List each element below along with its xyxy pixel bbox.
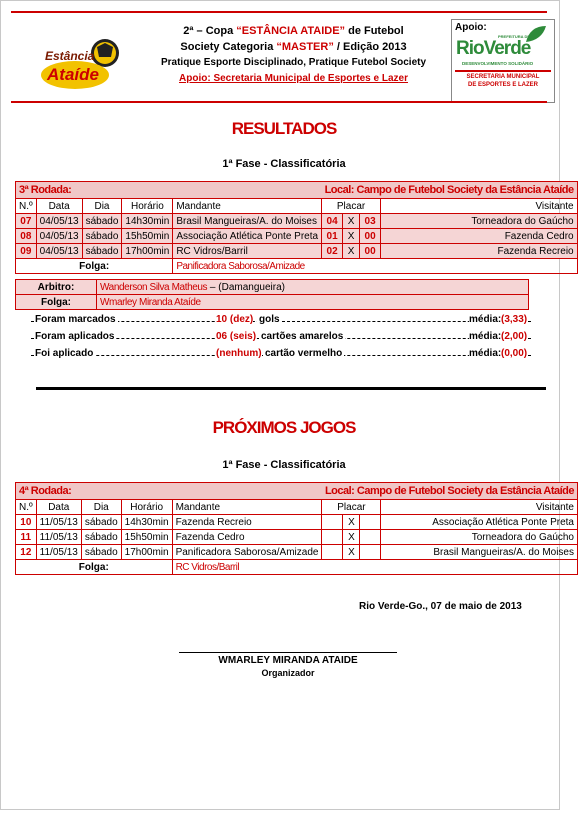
away-score: 03 <box>360 214 381 229</box>
game-time: 15h50min <box>122 229 173 244</box>
game-number: 07 <box>16 214 37 229</box>
apoio-sec-1: SECRETARIA MUNICIPAL <box>466 74 540 80</box>
away-team: Torneadora do Gaúcho <box>381 214 578 229</box>
game-number: 11 <box>16 530 37 545</box>
game-number: 10 <box>16 515 37 530</box>
home-score-empty <box>322 515 343 530</box>
game-number: 08 <box>16 229 37 244</box>
arbitro-label: Arbitro: <box>16 280 97 295</box>
folga-team: RC Vidros/Barril <box>172 560 577 575</box>
apoio-sec-2: DE ESPORTES E LAZER <box>467 82 538 88</box>
away-team: Brasil Mangueiras/A. do Moises <box>381 545 578 560</box>
col-no: N.º <box>16 199 37 214</box>
game-date: 04/05/13 <box>36 244 82 259</box>
stat-red-media-label: média: <box>469 348 502 359</box>
versus: X <box>343 545 360 560</box>
results-header-row <box>16 199 578 214</box>
place-date: Rio Verde-Go., 07 de maio de 2013 <box>359 601 522 612</box>
stat-red-value: (nenhum) <box>216 348 262 359</box>
rio-verde-logo <box>451 19 555 103</box>
away-score: 00 <box>360 229 381 244</box>
folga2-name: Wmarley Miranda Ataíde <box>97 295 529 310</box>
home-team: Panificadora Saborosa/Amizade <box>172 545 322 560</box>
stat-yellow-what: cartões amarelos <box>261 331 344 342</box>
game-day: sábado <box>81 530 121 545</box>
game-number: 12 <box>16 545 37 560</box>
versus: X <box>343 229 360 244</box>
officials-table <box>15 279 529 310</box>
stat-red-what: cartão vermelho <box>265 348 343 359</box>
home-score-empty <box>322 545 343 560</box>
results-round: 3ª Rodada: <box>16 182 322 199</box>
arbitro-rest: – (Damangueira) <box>207 281 285 293</box>
col-mandante: Mandante <box>173 199 322 214</box>
game-time: 14h30min <box>122 214 173 229</box>
away-score: 00 <box>360 244 381 259</box>
table-row <box>16 545 578 560</box>
home-team: RC Vidros/Barril <box>173 244 322 259</box>
game-date: 11/05/13 <box>36 515 81 530</box>
header-line-3: Pratique Esporte Disciplinado, Pratique Futebol Society <box>160 57 427 68</box>
game-number: 09 <box>16 244 37 259</box>
stat-goals-media: (3,33) <box>501 314 528 325</box>
game-date: 11/05/13 <box>36 545 81 560</box>
folga-team: Panificadora Saborosa/Amizade <box>173 259 577 274</box>
game-date: 11/05/13 <box>36 530 81 545</box>
folga-label: Folga: <box>16 560 173 575</box>
away-score-empty <box>360 530 381 545</box>
arbitro-value <box>97 280 529 295</box>
versus: X <box>343 530 360 545</box>
col-horario: Horário <box>122 199 173 214</box>
results-table <box>15 181 578 274</box>
logo-line-1: Estância <box>45 49 95 63</box>
results-title: RESULTADOS <box>231 119 337 138</box>
table-row <box>16 515 578 530</box>
col-data: Data <box>36 500 81 515</box>
home-team: Fazenda Recreio <box>172 515 322 530</box>
header-line-1: 2ª – Copa “ESTÂNCIA ATAIDE” de Futebol <box>183 25 404 37</box>
versus: X <box>343 214 360 229</box>
versus: X <box>343 244 360 259</box>
away-score-empty <box>360 545 381 560</box>
logo-line-2: Ataíde <box>47 65 99 84</box>
col-no: N.º <box>16 500 37 515</box>
stat-goals-value: 10 (dez) <box>216 314 254 325</box>
home-team: Brasil Mangueiras/A. do Moises <box>173 214 322 229</box>
folga-row <box>16 560 578 575</box>
stat-red-label: Foi aplicado <box>35 348 94 359</box>
table-row <box>16 214 578 229</box>
game-date: 04/05/13 <box>36 214 82 229</box>
signer-name: WMARLEY MIRANDA ATAIDE <box>218 655 358 666</box>
signer-role: Organizador <box>261 668 315 678</box>
game-day: sábado <box>81 545 121 560</box>
stat-yellow-label: Foram aplicados <box>35 331 115 342</box>
next-table <box>15 482 578 575</box>
stat-goals-media-label: média: <box>469 314 502 325</box>
game-time: 17h00min <box>122 244 173 259</box>
game-day: sábado <box>82 244 122 259</box>
next-phase: 1ª Fase - Classificatória <box>222 459 346 471</box>
versus: X <box>343 515 360 530</box>
top-red-rule <box>11 11 547 13</box>
col-placar: Placar <box>322 199 381 214</box>
away-score-empty <box>360 515 381 530</box>
table-row <box>16 244 578 259</box>
apoio-small: PREFEITURA DE <box>498 34 531 39</box>
home-score-empty <box>322 530 343 545</box>
next-header-row <box>16 500 578 515</box>
game-day: sábado <box>82 214 122 229</box>
apoio-tag: DESENVOLVIMENTO SOLIDÁRIO <box>462 61 534 66</box>
stat-yellow-media: (2,00) <box>501 331 528 342</box>
away-team: Fazenda Cedro <box>381 229 578 244</box>
results-local: Local: Campo de Futebol Society da Estância Ataíde <box>322 182 578 199</box>
stat-goals-what: gols <box>259 314 280 325</box>
results-phase: 1ª Fase - Classificatória <box>222 158 346 170</box>
game-time: 17h00min <box>121 545 172 560</box>
home-team: Fazenda Cedro <box>172 530 322 545</box>
next-round: 4ª Rodada: <box>16 483 322 500</box>
col-dia: Dia <box>82 199 122 214</box>
stat-yellow-media-label: média: <box>469 331 502 342</box>
game-day: sábado <box>82 229 122 244</box>
folga-label: Folga: <box>16 259 173 274</box>
col-mandante: Mandante <box>172 500 322 515</box>
arbitro-name: Wanderson Silva Matheus <box>100 281 208 293</box>
results-round-row <box>16 182 578 199</box>
next-local: Local: Campo de Futebol Society da Estância Ataíde <box>322 483 578 500</box>
arbitro-row <box>16 280 529 295</box>
header-text <box>141 23 446 87</box>
section-divider <box>36 387 546 390</box>
home-score: 04 <box>322 214 343 229</box>
folga2-row <box>16 295 529 310</box>
col-placar: Placar <box>322 500 381 515</box>
game-time: 14h30min <box>121 515 172 530</box>
estancia-ataide-logo <box>41 35 111 87</box>
stat-red-media: (0,00) <box>501 348 528 359</box>
next-title: PRÓXIMOS JOGOS <box>212 418 356 437</box>
apoio-rule <box>455 70 551 72</box>
away-team: Fazenda Recreio <box>381 244 578 259</box>
stat-goals-label: Foram marcados <box>35 314 116 325</box>
header-line-4: Apoio: Secretaria Municipal de Esportes e Lazer <box>179 73 408 84</box>
signature-line <box>179 652 397 653</box>
game-day: sábado <box>81 515 121 530</box>
apoio-brand: RioVerde <box>456 38 531 59</box>
next-round-row <box>16 483 578 500</box>
col-dia: Dia <box>81 500 121 515</box>
folga2-label: Folga: <box>16 295 97 310</box>
away-team: Torneadora do Gaúcho <box>381 530 578 545</box>
folga-row <box>16 259 578 274</box>
away-team: Associação Atlética Ponte Preta <box>381 515 578 530</box>
col-visitante: Visitante <box>381 500 578 515</box>
header-bottom-red-rule <box>11 101 547 103</box>
game-time: 15h50min <box>121 530 172 545</box>
col-visitante: Visitante <box>381 199 578 214</box>
apoio-label: Apoio: <box>455 22 487 33</box>
col-data: Data <box>36 199 82 214</box>
stat-yellow-value: 06 (seis) <box>216 331 257 342</box>
table-row <box>16 229 578 244</box>
home-score: 02 <box>322 244 343 259</box>
col-horario: Horário <box>121 500 172 515</box>
home-score: 01 <box>322 229 343 244</box>
header-line-2: Society Categoria “MASTER” / Edição 2013 <box>180 41 407 53</box>
game-date: 04/05/13 <box>36 229 82 244</box>
table-row <box>16 530 578 545</box>
home-team: Associação Atlética Ponte Preta <box>173 229 322 244</box>
